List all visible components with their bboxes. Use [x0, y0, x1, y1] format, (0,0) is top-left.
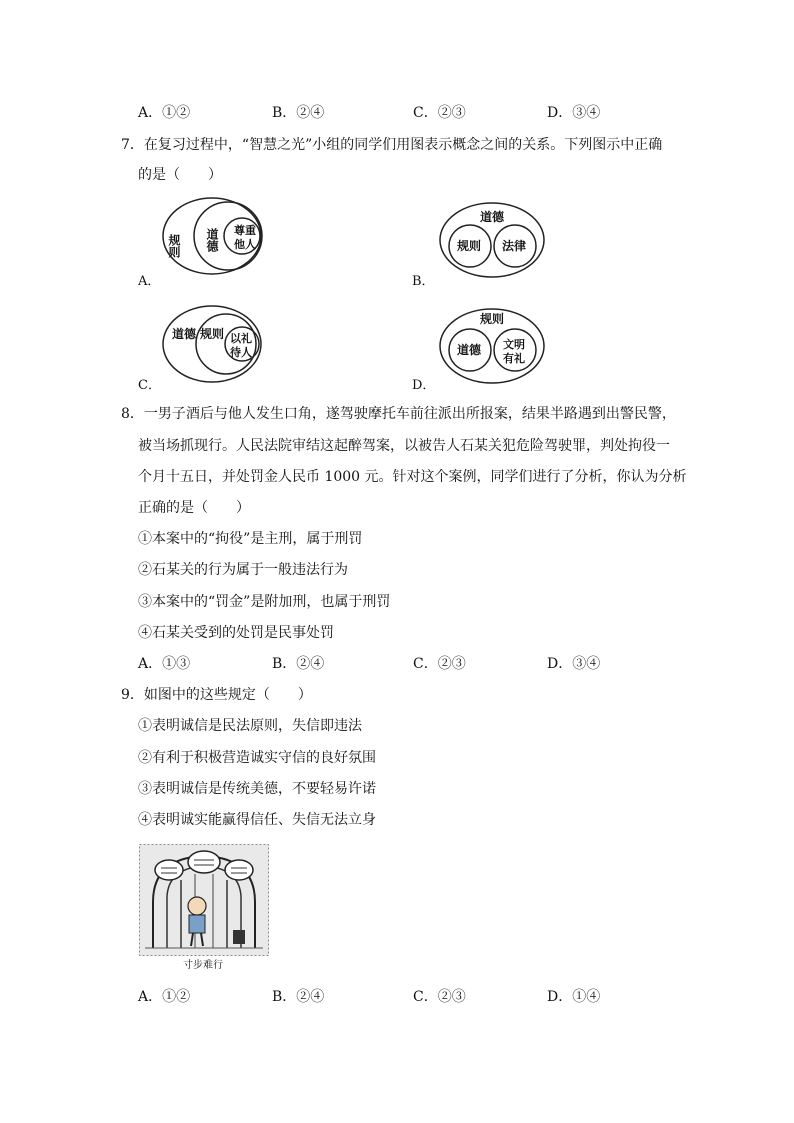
q7-c-outer: 道德	[172, 327, 197, 341]
q8-item-3: ③本案中的“罚金”是附加刑，也属于刑罚	[138, 594, 391, 610]
q8-option-a: A．①③	[138, 656, 191, 672]
q6-option-d: D．③④	[547, 105, 601, 121]
q8-stem-line2: 被当场抓现行。人民法院审结这起醉驾案，以被告人石某关犯危险驾驶罪，判处拘役一	[138, 438, 670, 454]
q7-stem-line1: 7．在复习过程中，“智慧之光”小组的同学们用图表示概念之间的关系。下列图示中正确	[121, 137, 663, 153]
q7-d-right-2: 有礼	[503, 352, 525, 365]
q9-item-2: ②有利于积极营造诚实守信的良好氛围	[138, 750, 376, 766]
q7-c-middle: 规则	[200, 327, 225, 341]
q9-option-a: A．①②	[138, 989, 191, 1005]
q9-item-3: ③表明诚信是传统美德，不要轻易许诺	[138, 781, 376, 797]
q7-a-middle: 道德	[205, 228, 219, 252]
q7-diagram-b-label: B．	[412, 274, 435, 289]
q8-item-1: ①本案中的“拘役”是主刑，属于刑罚	[138, 531, 363, 547]
q7-a-inner-2: 他人	[234, 238, 256, 251]
q7-c-inner-2: 待人	[230, 346, 252, 359]
q7-diagram-d-label: D．	[412, 378, 436, 393]
q7-c-inner-1: 以礼	[230, 332, 252, 345]
q7-d-outer: 规则	[480, 312, 505, 326]
q9-cartoon-image	[139, 844, 269, 956]
q9-option-c: C．②③	[413, 989, 466, 1005]
q9-option-b: B．②④	[272, 989, 325, 1005]
q7-diagram-d	[437, 306, 547, 386]
q9-option-d: D．①④	[547, 989, 601, 1005]
q8-option-c: C．②③	[413, 656, 466, 672]
q7-diagram-c-label: C．	[138, 378, 161, 393]
q7-stem-line2: 的是（ ）	[138, 167, 222, 183]
q8-stem-line1: 8．一男子酒后与他人发生口角，遂驾驶摩托车前往派出所报案，结果半路遇到出警民警，	[121, 406, 676, 422]
q7-diagram-b	[437, 200, 547, 280]
q8-option-d: D．③④	[547, 656, 601, 672]
q6-option-b: B．②④	[272, 105, 325, 121]
q7-diagram-c	[160, 302, 270, 386]
q9-item-1: ①表明诚信是民法原则，失信即违法	[138, 718, 362, 734]
q9-stem: 9．如图中的这些规定（ ）	[121, 687, 312, 703]
q7-b-outer: 道德	[480, 210, 505, 224]
q9-cartoon-caption: 寸步难行	[183, 960, 223, 971]
q9-item-4: ④表明诚实能赢得信任、失信无法立身	[138, 812, 376, 828]
q7-a-inner-1: 尊重	[234, 224, 256, 237]
q7-d-right-1: 文明	[503, 338, 525, 351]
q7-diagram-a	[160, 194, 270, 278]
q7-a-outer-1: 规则	[167, 234, 181, 258]
q8-stem-line3: 个月十五日，并处罚金人民币 1000 元。针对这个案例，同学们进行了分析，你认为分析	[138, 469, 687, 485]
q8-item-2: ②石某关的行为属于一般违法行为	[138, 562, 348, 578]
q8-item-4: ④石某关受到的处罚是民事处罚	[138, 625, 334, 641]
q7-b-left: 规则	[457, 239, 482, 253]
q6-option-a: A．①②	[138, 105, 191, 121]
q7-d-left: 道德	[457, 343, 482, 357]
q7-b-right: 法律	[502, 239, 527, 253]
q7-diagram-a-label: A．	[138, 274, 161, 289]
q6-option-c: C．②③	[413, 105, 466, 121]
q8-stem-line4: 正确的是（ ）	[138, 500, 250, 516]
q8-option-b: B．②④	[272, 656, 325, 672]
